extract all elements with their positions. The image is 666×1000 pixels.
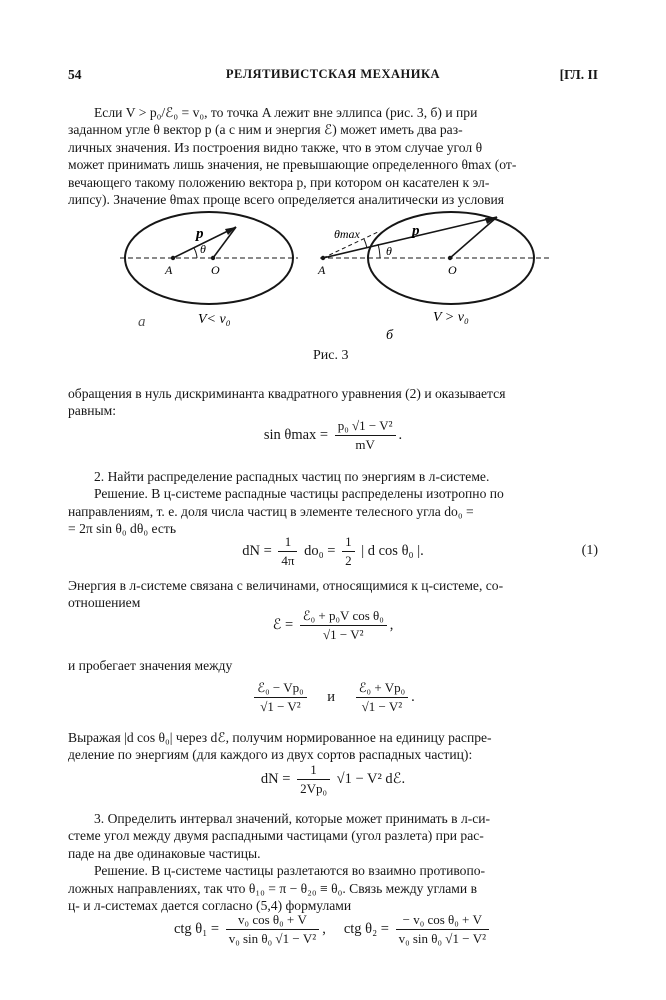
formula-mid: do₀ = (300, 542, 340, 559)
text-line: деление по энергиям (для каждого из двух сортов распадных частиц): (68, 747, 473, 763)
point-O (211, 256, 215, 260)
fraction-numerator: 1 (297, 762, 330, 780)
text-line: может принимать лишь значения, не превышающие определенного θmax (от- (68, 157, 517, 173)
fraction (254, 680, 306, 715)
formula-lhs: ctg θ₂ = (343, 920, 393, 937)
fraction-denominator: v₀ sin θ₀ √1 − V² (228, 931, 317, 946)
fraction (335, 418, 396, 453)
text-line: паде на две одинаковые частицы. (68, 845, 261, 861)
panel-letter-b: б (386, 328, 394, 343)
problem-2 (68, 468, 598, 538)
text-line: обращения в нуль дискриминанта квадратного уравнения (2) и оказывается (68, 386, 506, 401)
formula-energy (68, 608, 598, 643)
running-header (68, 67, 598, 85)
fraction-denominator: √1 − V² (323, 627, 364, 642)
equation-number: (1) (581, 543, 598, 558)
formula-dN (68, 762, 598, 797)
fraction-numerator: ℰ₀ + p₀V cos θ₀ (300, 608, 387, 626)
fraction (396, 912, 489, 947)
condition-a: V< v₀ (198, 312, 231, 327)
vector-to-center (213, 227, 236, 258)
formula-tail: . (411, 688, 415, 705)
text-line: ц- и л-системах дается согласно (5,4) формулами (68, 898, 352, 914)
fraction-denominator: √1 − V² (361, 699, 403, 714)
formula-tail: | d cos θ₀ |. (357, 542, 424, 559)
paragraph-range (68, 657, 598, 674)
fraction (300, 608, 387, 643)
fraction-numerator: 1 (278, 534, 297, 552)
formula-lhs: sin θmax = (263, 426, 332, 443)
page-number: 54 (68, 67, 82, 82)
equation-1 (68, 534, 598, 569)
panel-a (120, 212, 298, 330)
label-p: p (412, 223, 420, 239)
text-line: = 2π sin θ₀ dθ₀ есть (68, 521, 177, 537)
problem-3 (68, 810, 598, 914)
point-A (171, 256, 175, 260)
fraction-denominator: 2Vp₀ (300, 781, 327, 796)
text-line: 3. Определить интервал значений, которые может принимать в л-си- (94, 811, 491, 826)
paragraph-normalized (68, 729, 598, 764)
fraction (278, 534, 297, 569)
fraction-numerator: p₀ √1 − V² (335, 418, 396, 436)
condition-b: V > v₀ (433, 310, 469, 325)
fraction-denominator: v₀ sin θ₀ √1 − V² (398, 931, 487, 946)
text-line: Решение. В ц-системе частицы разлетаются во взаимно противопо- (94, 863, 486, 879)
paragraph-energy (68, 577, 598, 612)
panel-b (317, 212, 552, 343)
figure-caption: Рис. 3 (313, 348, 349, 363)
angle-arc (378, 244, 380, 258)
point-O (448, 256, 452, 260)
text-line: отношением (68, 595, 141, 611)
fraction-numerator: ℰ₀ − Vp₀ (254, 680, 306, 698)
fraction (356, 680, 408, 715)
figure-3 (120, 208, 560, 350)
formula-lhs: ctg θ₁ = (173, 920, 223, 937)
fraction (297, 762, 330, 797)
formula-tail: , (389, 616, 394, 633)
formula-tail: . (398, 426, 403, 443)
text-line: заданном угле θ вектор p (а с ним и энергия ℰ) может иметь два раз- (68, 122, 463, 138)
formula-lhs: dN = (242, 542, 276, 559)
panel-letter-a: а (138, 314, 146, 330)
chapter-label: [ГЛ. II (559, 67, 598, 82)
fraction-denominator: mV (355, 437, 375, 452)
fraction (226, 912, 319, 947)
text-line: ложных направлениях, так что θ₁₀ = π − θ₂₀ ≡ θ₀. Связь между углами в (68, 880, 477, 896)
fraction-numerator: ℰ₀ + Vp₀ (356, 680, 408, 698)
fraction-denominator: 4π (281, 553, 295, 568)
angle-arc-max (364, 239, 367, 248)
formula-and: и (327, 688, 336, 705)
fraction-denominator: √1 − V² (260, 699, 301, 714)
paragraph-intro (68, 104, 598, 208)
fraction-numerator: 1 (342, 534, 355, 552)
fraction (342, 534, 355, 569)
fraction-numerator: v₀ cos θ₀ + V (226, 912, 319, 930)
text-line: Энергия в л-системе связана с величинами, относящимися к ц-системе, со- (68, 578, 504, 593)
angle-arc (194, 248, 197, 258)
formula-ctg (68, 912, 598, 947)
fraction-denominator: 2 (345, 553, 352, 568)
running-title: РЕЛЯТИВИСТСКАЯ МЕХАНИКА (225, 67, 441, 81)
formula-lhs: dN = (260, 770, 295, 787)
text-line: Если V > p₀/ℰ₀ = v₀, то точка A лежит вне эллипса (рис. 3, б) и при (94, 105, 478, 120)
label-O: O (211, 263, 220, 277)
paragraph-discriminant (68, 385, 598, 420)
text-line: личных значения. Из построения видно также, что в этом случае угол θ (68, 139, 483, 155)
fraction-numerator: − v₀ cos θ₀ + V (396, 912, 489, 930)
label-theta: θ (386, 244, 392, 258)
label-p: p (196, 226, 204, 242)
text-line: вечающего такому положению вектора p, при котором он касателен к эл- (68, 174, 490, 190)
text-line: 2. Найти распределение распадных частиц по энергиям в л-системе. (94, 469, 490, 484)
text-line: Решение. В ц-системе распадные частицы распределены изотропно по (94, 486, 504, 502)
label-A: A (165, 263, 173, 277)
text-line: стеме угол между двумя распадными частицами (угол разлета) при рас- (68, 828, 484, 844)
label-thetamax: θmax (334, 227, 360, 241)
formula-tail: √1 − V² dℰ. (332, 770, 406, 787)
text-line: направлениям, т. е. доля числа частиц в элементе телесного угла do₀ = (68, 503, 474, 519)
formula-lhs: ℰ = (272, 616, 297, 633)
point-A (321, 256, 325, 260)
label-theta: θ (200, 242, 206, 256)
formula-separator: , (322, 920, 326, 937)
text-line: равным: (68, 403, 117, 419)
label-A: A (318, 263, 326, 277)
text-line: липсу). Значение θmax проще всего определяется аналитически из условия (68, 192, 505, 208)
text-line: Выражая |d cos θ₀| через dℰ, получим нормированное на единицу распре- (68, 730, 492, 745)
formula-range (68, 680, 598, 715)
text-line: и пробегает значения между (68, 658, 233, 673)
formula-sin-thetamax (68, 418, 598, 453)
label-O: O (448, 263, 457, 277)
